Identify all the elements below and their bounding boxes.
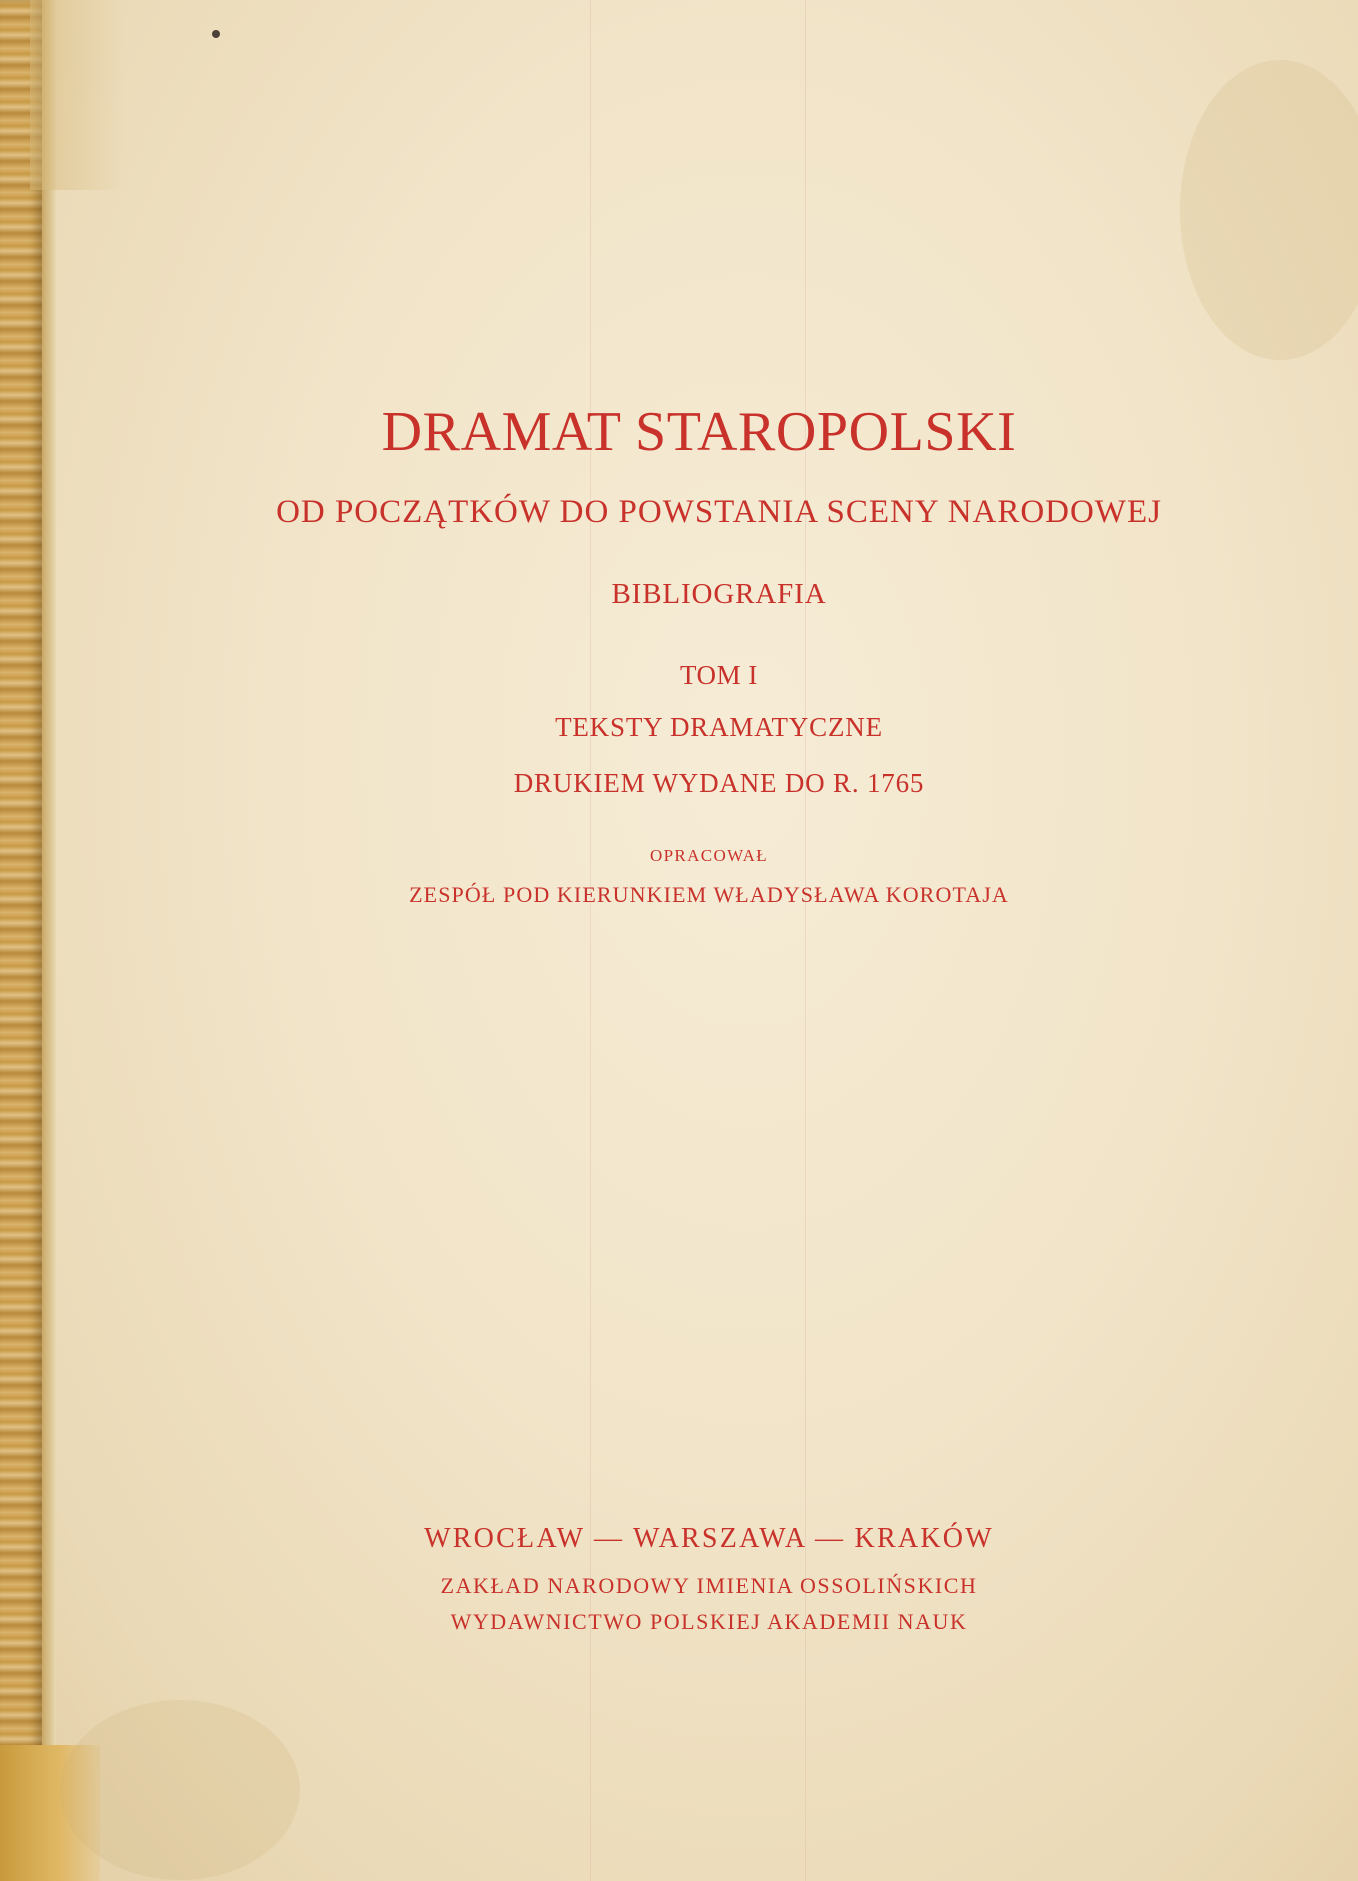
book-subtitle: OD POCZĄTKÓW DO POWSTANIA SCENY NARODOWEJ [276,494,1162,530]
tape-mark-top [30,0,125,190]
publisher-line-2: WYDAWNICTWO POLSKIEJ AKADEMII NAUK [450,1609,968,1634]
volume-number: TOM I [680,660,758,690]
publication-cities: WROCŁAW — WARSZAWA — KRAKÓW [424,1523,994,1554]
volume-title-line-1: TEKSTY DRAMATYCZNE [555,712,883,742]
ink-dot [212,30,220,38]
paper-stain [60,1700,300,1880]
compiled-by: ZESPÓŁ POD KIERUNKIEM WŁADYSŁAWA KOROTAJA [409,882,1009,907]
book-title: DRAMAT STAROPOLSKI [381,401,1017,463]
section-label: BIBLIOGRAFIA [611,578,827,610]
compiled-by-label: OPRACOWAŁ [649,846,769,865]
publisher-line-1: ZAKŁAD NARODOWY IMIENIA OSSOLIŃSKICH [440,1573,978,1598]
paper-stain [1180,60,1358,360]
volume-title-line-2: DRUKIEM WYDANE DO R. 1765 [513,768,925,798]
